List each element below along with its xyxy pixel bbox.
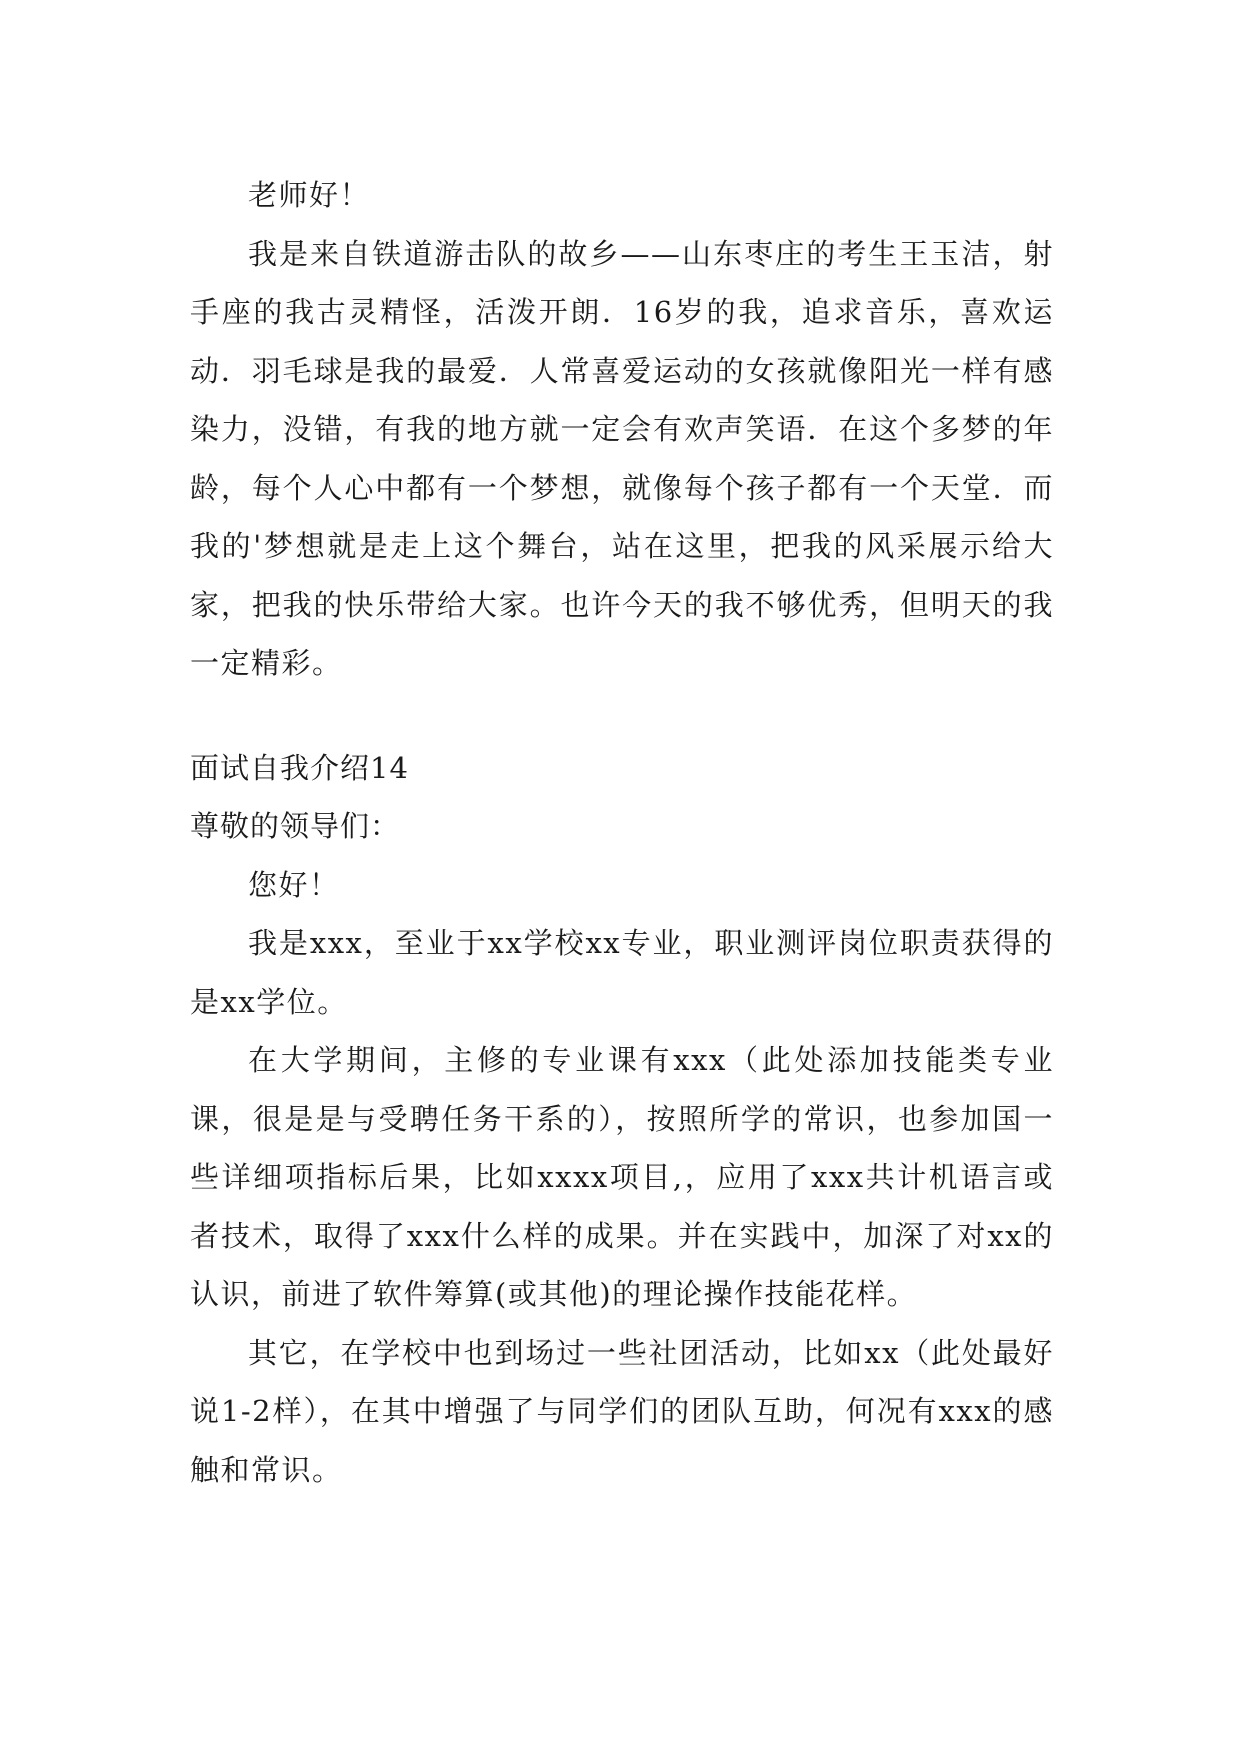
greeting-hello: 您好！: [248, 867, 340, 902]
section-self-introduction: [190, 166, 1054, 693]
paragraph-activities: 其它，在学校中也到场过一些社团活动，比如xx（此处最好说1-2样），在其中增强了与同学们的团队互助，何况有xxx的感触和常识。: [190, 1335, 1054, 1487]
document-body: [190, 166, 1054, 1499]
paragraph-courses: 在大学期间，主修的专业课有xxx（此处添加技能类专业课，很是是与受聘任务干系的），按照所学的常识，也参加国一些详细项指标后果，比如xxxx项目,，应用了xxx共计机语言或者技术，取得了xxx什么样的成果。并在实践中，加深了对xx的认识，前进了软件筹算(或其他)的理论操作技能花样。: [190, 1043, 1054, 1311]
paragraph-education: 我是xxx，至业于xx学校xx专业，职业测评岗位职责获得的是xx学位。: [190, 926, 1054, 1019]
section-gap: [190, 693, 1054, 739]
salutation: 尊敬的领导们：: [190, 809, 401, 843]
paragraph-intro: 我是来自铁道游击队的故乡——山东枣庄的考生王玉洁，射手座的我古灵精怪，活泼开朗．16岁的我，追求音乐，喜欢运动．羽毛球是我的最爱．人常喜爱运动的女孩就像阳光一样有感染力，没错，有我的地方就一定会有欢声笑语．在这个多梦的年龄，每个人心中都有一个梦想，就像每个孩子都有一个天堂．而我的'梦想就是走上这个舞台，站在这里，把我的风采展示给大家，把我的快乐带给大家。也许今天的我不够优秀，但明天的我一定精彩。: [190, 236, 1054, 680]
section-interview-14: [190, 739, 1054, 1500]
section-title: 面试自我介绍14: [190, 750, 409, 785]
greeting-teacher: 老师好！: [248, 178, 371, 212]
